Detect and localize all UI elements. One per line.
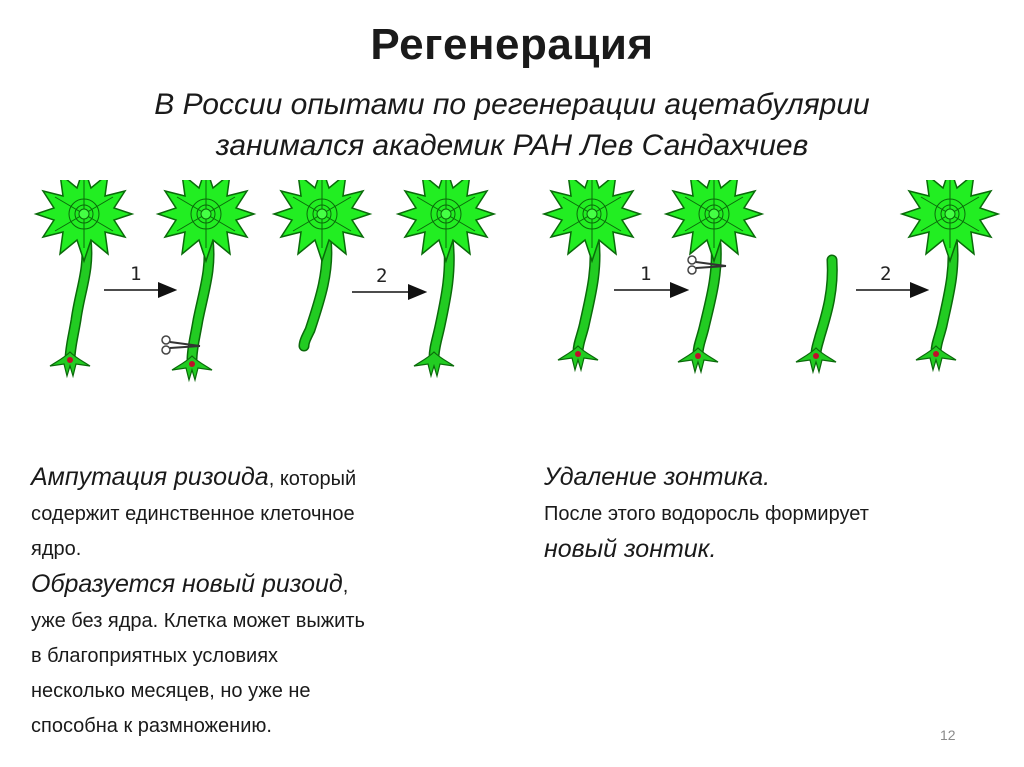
left-line-7: несколько месяцев, но уже не bbox=[31, 680, 311, 702]
right-line-2: После этого водоросль формирует bbox=[544, 503, 869, 525]
flower-icon bbox=[158, 180, 254, 261]
rhizoid-amputation-text bbox=[31, 460, 491, 744]
left-rest-1: , который bbox=[268, 468, 357, 490]
subtitle-line-1: В России опытами по регенерации ацетабулярии bbox=[154, 88, 870, 121]
left-line-1 bbox=[31, 460, 491, 497]
step-label-4: 2 bbox=[880, 263, 892, 285]
left-line-3: ядро. bbox=[31, 538, 82, 560]
left-line-5: уже без ядра. Клетка может выжить bbox=[31, 610, 365, 632]
plant-1-whole bbox=[36, 180, 132, 376]
plant-7-no-cap bbox=[796, 260, 836, 372]
step-label-1: 1 bbox=[130, 263, 142, 285]
flower-icon bbox=[902, 180, 998, 261]
step-label-3: 1 bbox=[640, 263, 652, 285]
regeneration-diagram bbox=[0, 180, 1024, 400]
left-line-8: способна к размножению. bbox=[31, 715, 272, 737]
left-line-6: в благоприятных условиях bbox=[31, 645, 279, 667]
left-em-2: Образуется новый ризоид bbox=[31, 570, 343, 598]
plant-4-new-rhizoid bbox=[398, 180, 494, 376]
cap-removal-text bbox=[544, 460, 984, 569]
plant-8-new-cap bbox=[902, 180, 998, 370]
rhizoid-icon bbox=[796, 348, 836, 372]
slide-title: Регенерация bbox=[370, 20, 654, 69]
right-em-3: новый зонтик. bbox=[544, 535, 717, 563]
new-rhizoid-icon bbox=[414, 352, 454, 376]
flower-icon bbox=[544, 180, 640, 261]
left-line-2: содержит единственное клеточное bbox=[31, 503, 355, 525]
plant-5-whole bbox=[544, 180, 640, 370]
rhizoid-icon bbox=[916, 346, 956, 370]
rhizoid-icon bbox=[678, 348, 718, 372]
flower-icon bbox=[36, 180, 132, 261]
rhizoid-icon bbox=[558, 346, 598, 370]
left-line-4 bbox=[31, 567, 491, 604]
plant-6-cut-cap bbox=[666, 180, 762, 372]
rhizoid-icon bbox=[172, 356, 212, 380]
plant-2-cut-rhizoid bbox=[158, 180, 254, 380]
page-number: 12 bbox=[940, 727, 956, 743]
rhizoid-icon bbox=[50, 352, 90, 376]
right-line-3 bbox=[544, 532, 984, 569]
right-em-1: Удаление зонтика. bbox=[544, 463, 771, 491]
flower-icon bbox=[274, 180, 370, 261]
subtitle-line-2: занимался академик РАН Лев Сандахчиев bbox=[215, 129, 809, 162]
left-em-1: Ампутация ризоида bbox=[31, 463, 269, 491]
flower-icon bbox=[398, 180, 494, 261]
plant-3-no-rhizoid bbox=[274, 180, 370, 346]
right-line-1 bbox=[544, 460, 984, 497]
slide-subtitle bbox=[20, 84, 1004, 166]
left-rest-4: , bbox=[342, 575, 349, 597]
step-label-2: 2 bbox=[376, 265, 388, 287]
flower-icon bbox=[666, 180, 762, 261]
